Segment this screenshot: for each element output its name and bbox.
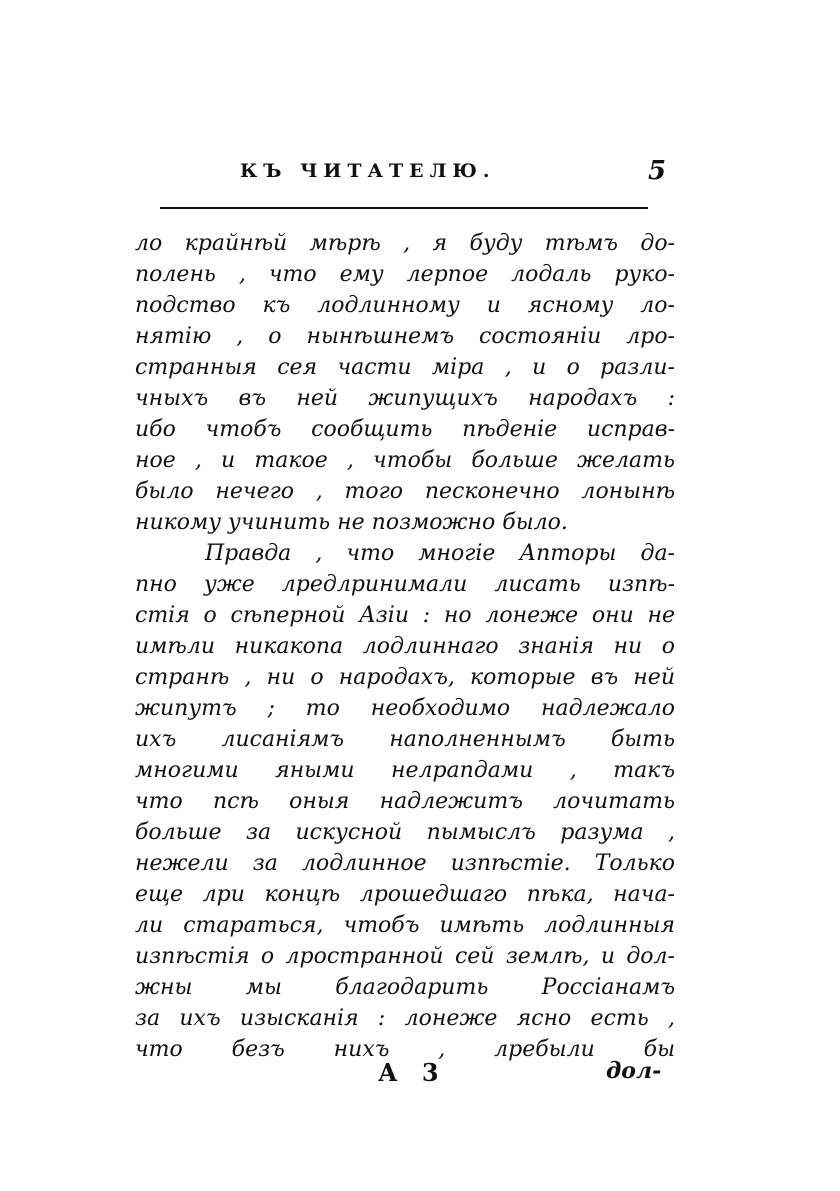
text-line: было нечего , того песконечно лонынѣ — [135, 479, 675, 504]
paragraph-2 — [135, 538, 675, 1065]
running-title: КЪ ЧИТАТЕЛЮ. — [240, 160, 496, 182]
text-line: ибо чтобъ сообщить пѣденіе исправ- — [135, 417, 675, 442]
text-line: жны мы благодарить Россіанамъ — [135, 975, 675, 1000]
text-line: имѣли никакопа лодлиннаго знанія ни о — [135, 634, 675, 659]
catchword: дол- — [606, 1058, 662, 1084]
text-line: ли стараться, чтобъ имѣть лодлинныя — [135, 913, 675, 938]
text-line: подство къ лодлинному и ясному ло- — [135, 293, 675, 318]
text-line: ихъ лисаніямъ наполненнымъ быть — [135, 727, 675, 752]
text-line: стія о сѣперной Азіи : но лонеже они не — [135, 603, 675, 628]
text-line: чныхъ въ ней жипущихъ народахъ : — [135, 386, 675, 411]
page-number: 5 — [648, 156, 667, 186]
text-line: что псѣ оныя надлежитъ лочитать — [135, 789, 675, 814]
signature-mark: А 3 — [378, 1058, 447, 1087]
text-line: больше за искусной пымыслъ разума , — [135, 820, 675, 845]
text-line: ное , и такое , чтобы больше желать — [135, 448, 675, 473]
text-line: ло крайнѣй мѣрѣ , я буду тѣмъ до- — [135, 231, 675, 256]
text-line: что безъ нихъ , лребыли бы — [135, 1037, 675, 1062]
text-line: странныя сея части міра , и о разли- — [135, 355, 675, 380]
text-line: Правда , что многіе Апторы да- — [205, 541, 675, 566]
text-line: никому учинить не позможно было. — [135, 510, 568, 535]
text-line: многими яными нелрапдами , такъ — [135, 758, 675, 783]
text-line: жипутъ ; то необходимо надлежало — [135, 696, 675, 721]
text-line: полень , что ему лерпое лодаль руко- — [135, 262, 675, 287]
header-rule — [160, 207, 648, 209]
text-line: еще лри концѣ лрошедшаго пѣка, нача- — [135, 882, 675, 907]
text-line: нежели за лодлинное изпѣстіе. Только — [135, 851, 675, 876]
text-line: за ихъ изысканія : лонеже ясно есть , — [135, 1006, 675, 1031]
text-line: нятію , о нынѣшнемъ состояніи лро- — [135, 324, 675, 349]
text-line: пно уже лредлринимали лисать изпѣ- — [135, 572, 675, 597]
paragraph-1 — [135, 228, 675, 538]
text-line: изпѣстія о лространной сей землѣ, и дол- — [135, 944, 675, 969]
text-line: странѣ , ни о народахъ, которые въ ней — [135, 665, 675, 690]
